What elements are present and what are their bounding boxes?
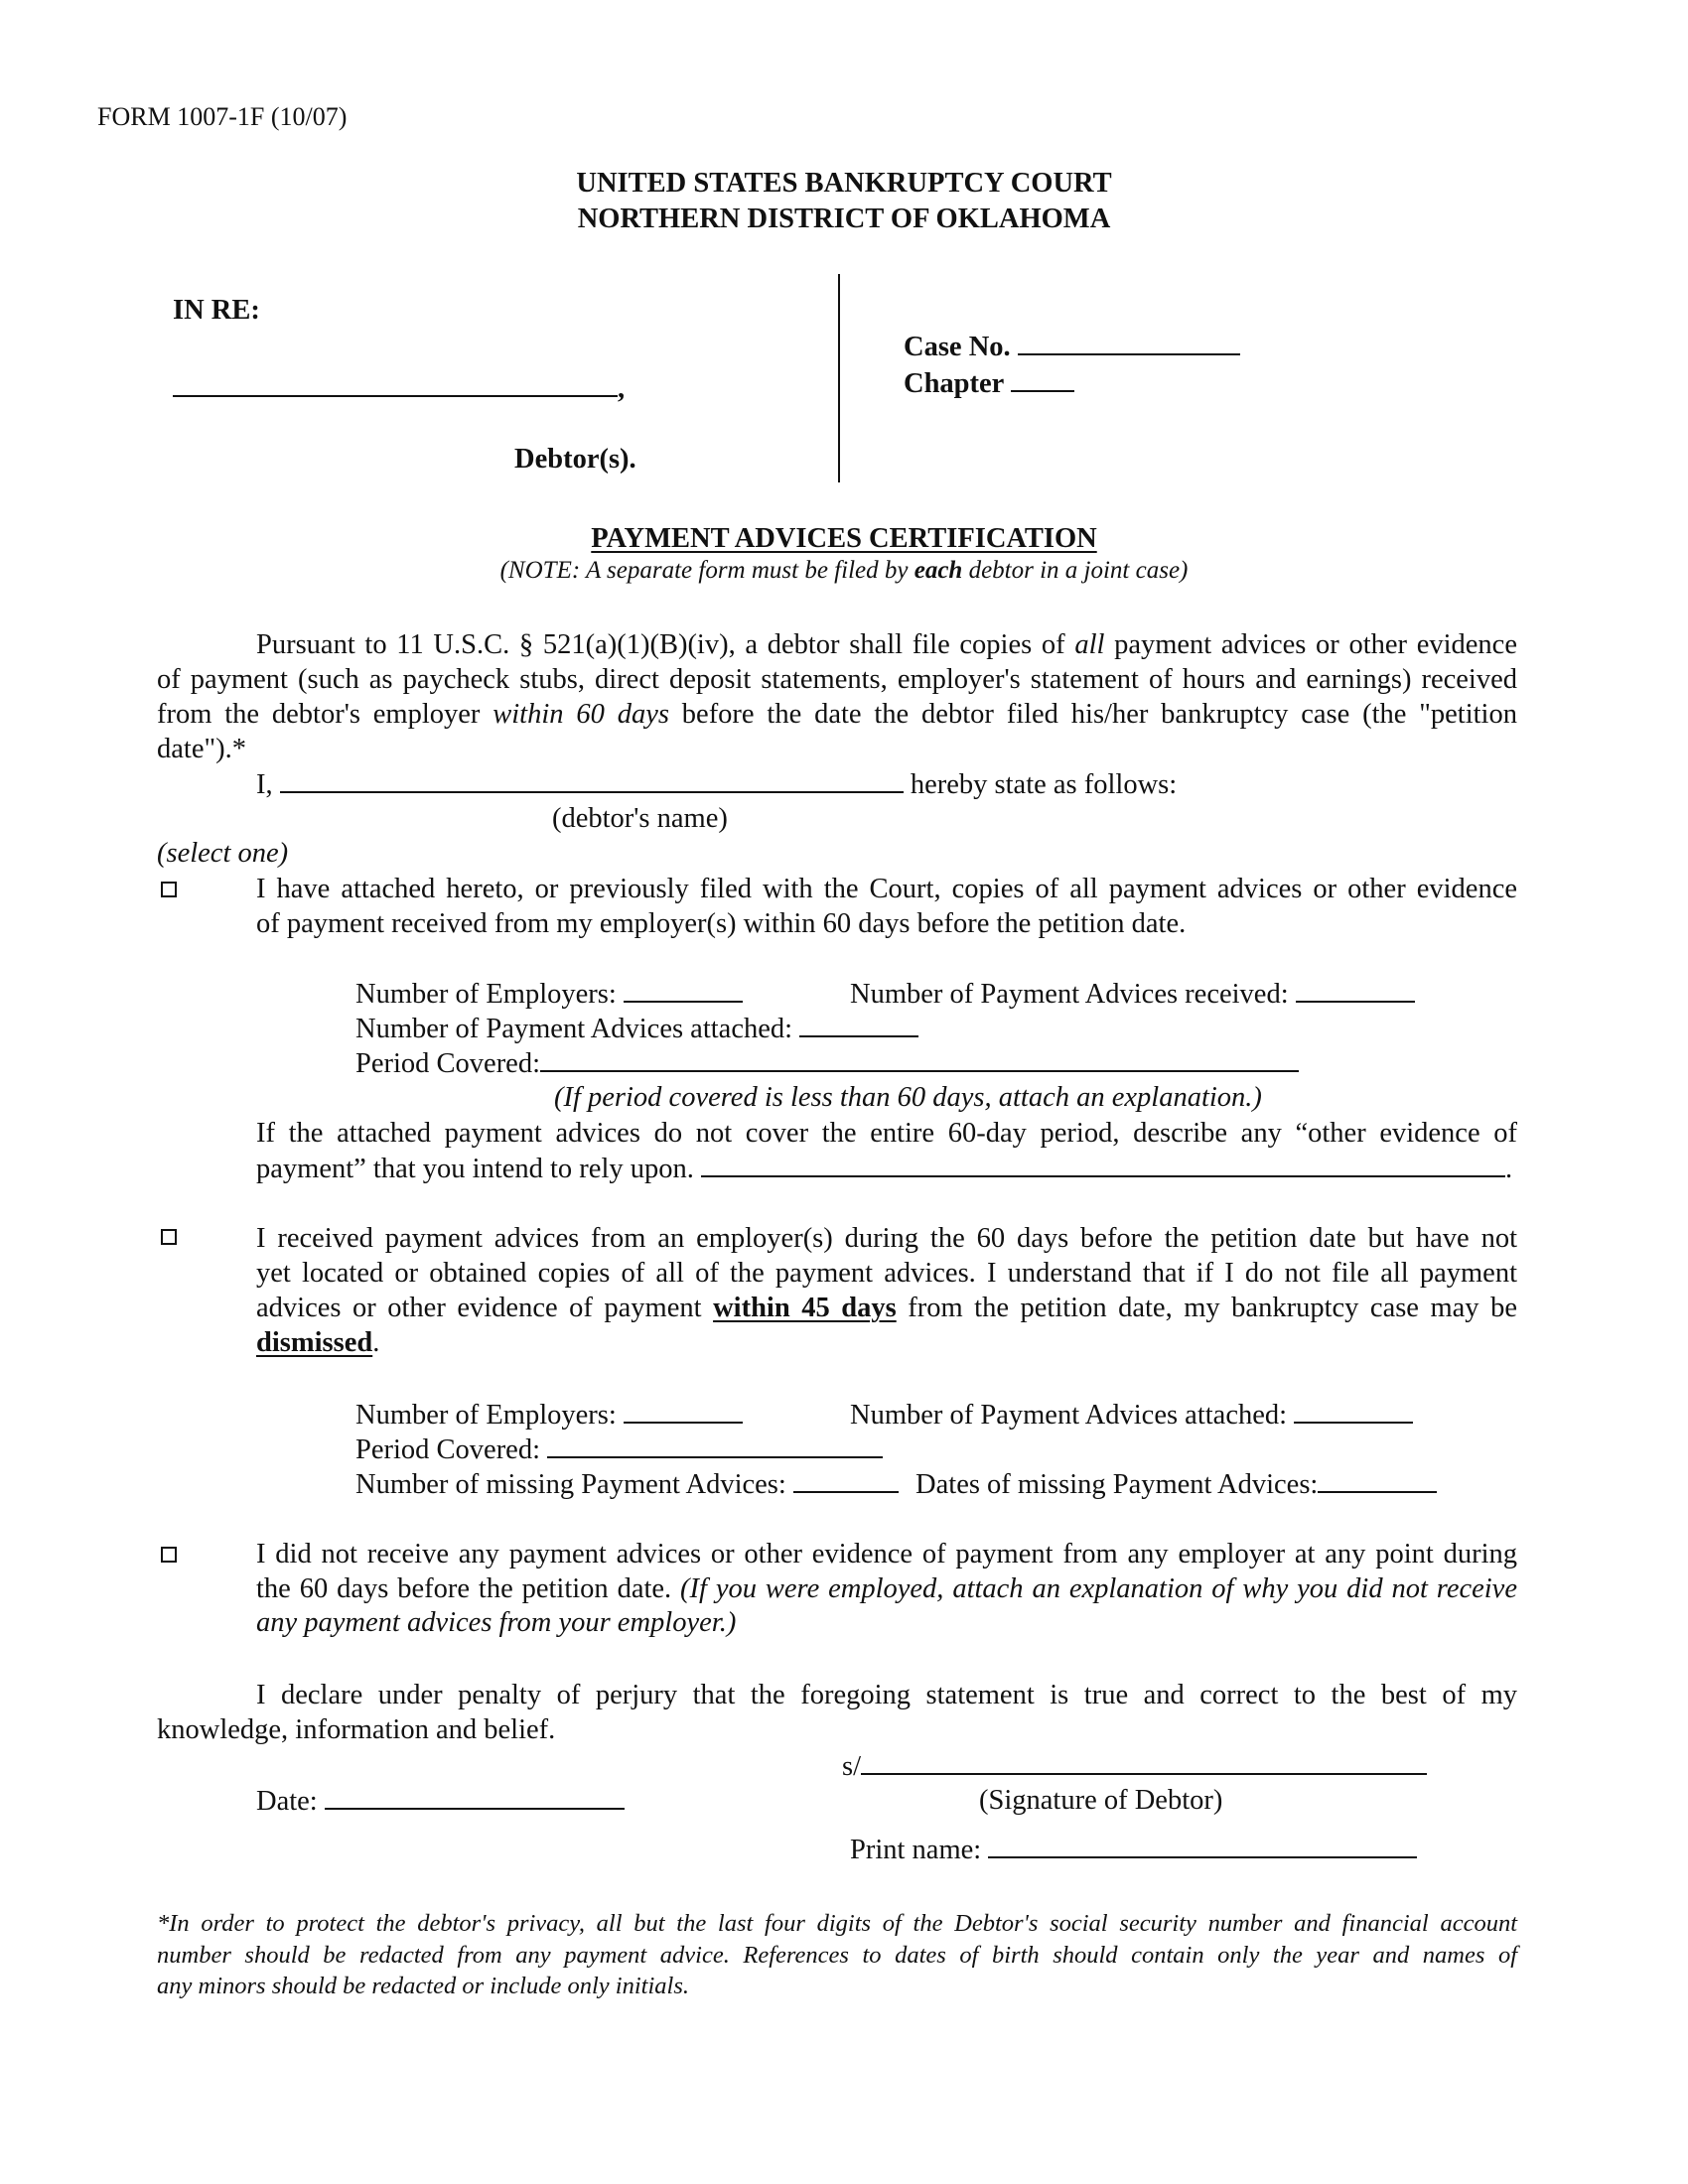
statement-hereby: hereby state as follows: — [910, 769, 1178, 800]
opt1-if-line-1 — [256, 1116, 1517, 1151]
case-no-field[interactable] — [1018, 330, 1240, 355]
opt1-num-received-label: Number of Payment Advices received: — [850, 979, 1289, 1010]
opt2-period-row — [355, 1433, 883, 1467]
option-2-line-2-text: yet located or obtained copies of all of the payment advices. I understand that if I do not file all payment — [256, 1258, 1517, 1289]
option-2-line-3 — [256, 1291, 1517, 1325]
option-1-line-2: of payment received from my employer(s) within 60 days before the petition date. — [256, 908, 1187, 939]
statement-i: I, — [256, 769, 273, 800]
declaration-line-1-text: I declare under penalty of perjury that the foregoing statement is true and correct to the best of my — [256, 1680, 1517, 1710]
debtor-name-field[interactable] — [280, 767, 904, 793]
opt2-num-employers-row — [355, 1398, 743, 1433]
opt2-num-attached-field[interactable] — [1294, 1398, 1413, 1424]
option-2-line-1-text: I received payment advices from an employer(s) during the 60 days before the petition date but have not — [256, 1223, 1517, 1254]
intro-line3-a: from the debtor's employer — [157, 699, 493, 730]
caption-comma: , — [618, 373, 626, 404]
note-post: debtor in a joint case) — [962, 557, 1189, 584]
case-no-row — [904, 330, 1240, 364]
opt1-num-attached-label: Number of Payment Advices attached: — [355, 1014, 793, 1044]
joint-case-note — [0, 556, 1688, 586]
option-2-checkbox[interactable] — [161, 1229, 177, 1245]
opt1-other-evidence-field[interactable] — [701, 1152, 1505, 1177]
declaration-line-1 — [256, 1678, 1517, 1712]
signature-caption: (Signature of Debtor) — [979, 1785, 1223, 1816]
opt3-line2-a: the 60 days before the petition date. — [256, 1573, 681, 1604]
in-re-label: IN RE: — [173, 295, 260, 326]
print-name-label: Print name: — [850, 1835, 982, 1865]
footnote-line-2-text: number should be redacted from any payment advice. References to dates of birth should contain only the year and names of — [157, 1942, 1517, 1969]
chapter-field[interactable] — [1011, 366, 1074, 392]
opt2-within-45-days: within 45 days — [713, 1293, 897, 1323]
chapter-row — [904, 366, 1074, 401]
debtor-name-caption: (debtor's name) — [552, 803, 728, 834]
chapter-label: Chapter — [904, 368, 1004, 399]
option-1-line-1 — [256, 872, 1517, 906]
opt2-num-missing-field[interactable] — [793, 1467, 899, 1493]
signature-prefix: s/ — [842, 1751, 862, 1782]
option-3-line-1 — [256, 1537, 1517, 1571]
opt1-num-attached-row — [355, 1012, 918, 1046]
opt2-line4-end: . — [372, 1327, 380, 1358]
select-one: (select one) — [157, 838, 289, 869]
footnote-line-2 — [157, 1940, 1517, 1972]
option-2-line-1 — [256, 1221, 1517, 1256]
court-district: NORTHERN DISTRICT OF OKLAHOMA — [577, 204, 1111, 234]
opt2-dismissed: dismissed — [256, 1327, 373, 1358]
intro-p1-end: payment advices or other evidence — [1104, 629, 1517, 660]
opt1-period-note: (If period covered is less than 60 days, attach an explanation.) — [554, 1082, 1262, 1113]
intro-p1: Pursuant to 11 U.S.C. § 521(a)(1)(B)(iv), a debtor shall file copies of — [256, 629, 1075, 660]
intro-line-3 — [157, 697, 1517, 732]
option-3-line-3: any payment advices from your employer.) — [256, 1607, 737, 1638]
intro-within-60: within 60 days — [492, 699, 669, 730]
debtor-caption-field[interactable] — [173, 371, 618, 397]
opt1-if-line-2-text: payment” that you intend to rely upon. — [256, 1154, 694, 1184]
opt2-period-field[interactable] — [547, 1433, 883, 1458]
opt2-missing-row — [355, 1467, 1437, 1502]
intro-line-4: date").* — [157, 734, 246, 764]
print-name-row — [850, 1833, 1417, 1867]
opt1-num-received-field[interactable] — [1296, 977, 1415, 1003]
opt1-num-received-row — [850, 977, 1415, 1012]
date-label: Date: — [256, 1786, 318, 1817]
opt2-num-employers-field[interactable] — [624, 1398, 743, 1424]
signature-row — [842, 1749, 1427, 1784]
form-title — [0, 522, 1688, 556]
intro-line-2-text: of payment (such as paycheck stubs, direct deposit statements, employer's statement of hours and earnings) received — [157, 664, 1517, 695]
opt1-num-attached-field[interactable] — [799, 1012, 918, 1037]
opt3-line2-ital: (If you were employed, attach an explanation of why you did not receive — [680, 1573, 1517, 1604]
option-1-line-1-text: I have attached hereto, or previously filed with the Court, copies of all payment advices or other evidence — [256, 874, 1517, 904]
date-row — [256, 1784, 625, 1819]
option-2-line-2 — [256, 1256, 1517, 1291]
opt1-if-end: . — [1504, 1154, 1513, 1184]
opt2-dates-missing-label: Dates of missing Payment Advices: — [915, 1469, 1319, 1500]
opt1-period-label: Period Covered: — [355, 1048, 541, 1079]
option-3-line-2 — [256, 1571, 1517, 1606]
declaration-line-2: knowledge, information and belief. — [157, 1714, 556, 1745]
opt1-if-line-2 — [256, 1152, 1512, 1186]
opt2-num-attached-label: Number of Payment Advices attached: — [850, 1400, 1288, 1431]
option-3-line-1-text: I did not receive any payment advices or other evidence of payment from any employer at any point during — [256, 1539, 1517, 1570]
footnote-line-3: any minors should be redacted or include only initials. — [157, 1973, 689, 1999]
caption-divider — [838, 274, 840, 482]
footnote-line-1-text: *In order to protect the debtor's privacy, all but the last four digits of the Debtor's social security number and financial account — [157, 1910, 1517, 1937]
opt1-num-employers-field[interactable] — [624, 977, 743, 1003]
opt2-dates-missing-field[interactable] — [1318, 1467, 1437, 1493]
opt2-num-attached-row — [850, 1398, 1413, 1433]
opt1-num-employers-label: Number of Employers: — [355, 979, 617, 1010]
option-2-line-4 — [256, 1326, 379, 1360]
opt2-line3-b: from the petition date, my bankruptcy case may be — [896, 1293, 1517, 1323]
opt1-period-row — [355, 1046, 1299, 1081]
note-pre: (NOTE: A separate form must be filed by — [499, 557, 914, 584]
date-field[interactable] — [325, 1784, 625, 1810]
opt2-num-employers-label: Number of Employers: — [355, 1400, 617, 1431]
opt2-period-label: Period Covered: — [355, 1434, 541, 1465]
intro-line-2 — [157, 662, 1517, 697]
option-1-checkbox[interactable] — [161, 882, 177, 897]
print-name-field[interactable] — [988, 1833, 1417, 1858]
opt1-num-employers-row — [355, 977, 743, 1012]
note-bold: each — [914, 557, 963, 584]
footnote-line-1 — [157, 1908, 1517, 1940]
intro-all: all — [1074, 629, 1105, 660]
option-3-checkbox[interactable] — [161, 1547, 177, 1563]
case-no-label: Case No. — [904, 332, 1011, 362]
debtor-name-caption-row — [173, 371, 625, 406]
form-title-text: PAYMENT ADVICES CERTIFICATION — [591, 523, 1097, 554]
intro-line3-b: before the date the debtor filed his/her bankruptcy case (the "petition — [668, 699, 1517, 730]
opt1-period-field[interactable] — [540, 1046, 1299, 1072]
form-id: FORM 1007-1F (10/07) — [97, 102, 348, 131]
opt2-num-missing-label: Number of missing Payment Advices: — [355, 1469, 786, 1500]
opt1-if-line-1-text: If the attached payment advices do not cover the entire 60-day period, describe any “other evidence of — [256, 1118, 1517, 1149]
debtors-label: Debtor(s). — [514, 444, 636, 475]
opt2-line3-a: advices or other evidence of payment — [256, 1293, 714, 1323]
statement-row — [256, 767, 1177, 802]
signature-field[interactable] — [861, 1749, 1427, 1775]
court-name: UNITED STATES BANKRUPTCY COURT — [576, 168, 1112, 199]
intro-line-1 — [256, 627, 1517, 662]
